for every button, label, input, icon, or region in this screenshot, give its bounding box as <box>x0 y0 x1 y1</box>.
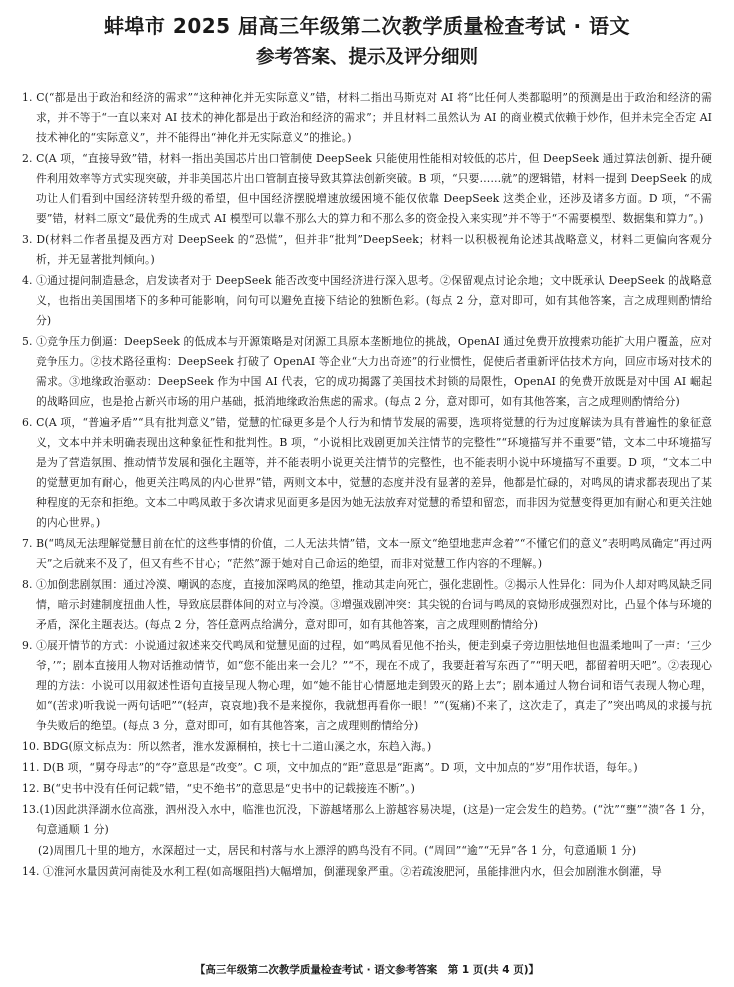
page-title: 蚌埠市 2025 届高三年级第二次教学质量检查考试 · 语文 <box>103 14 631 38</box>
answer-8: 8. ①加倒悲剧氛围：通过冷漠、嘲讽的态度，直接加深鸣凤的绝望，推动其走向死亡，强化悲剧性。②揭示人性异化：同为仆人却对鸣凤缺乏同情，暗示封建制度扭曲人性，导致底层群体间的对立与冷漠。③增强戏剧冲突：其尖锐的台词与鸣凤的哀恸形成强烈对比，凸显个体与环境的矛盾，深化主题表达。(每点 2 分，答任意两点给满分，意对即可，如有其他答案，言之成理则酌情给分) <box>22 578 712 631</box>
page-subtitle: 参考答案、提示及评分细则 <box>255 47 478 68</box>
answer-6: 6. C(A 项，“普遍矛盾”“具有批判意义”错，觉慧的忙碌更多是个人行为和情节发展的需要，选项将觉慧的行为过度解读为具有普遍性的象征意义，文本中并未明确表现出这种象征性和批判性。B 项，“小说相比戏剧更加关注情节的完整性”“环境描写并不重要”错，文本二中环境描写是为了营造氛围、推动情节发展和强化主题等，并不能表明小说更关注情节的完整性，也不能表明小说中环境描写不重要。D 项，“文本二中的觉慧更加有耐心，他更关注鸣凤的内心世界”错，两则文本中，觉慧的态度并没有显著的差异，他都是忙碌的，对鸣凤的请求都表现出了某种程度的无奈和拒绝。文本二中鸣凤敢于多次请求见面更多是因为她无法放弃对觉慧的希望和留恋，而非因为觉慧变得更加有耐心和更关注她的内心世界。) <box>22 416 712 529</box>
answer-5: 5. ①竞争压力倒逼：DeepSeek 的低成本与开源策略是对闭源工具原本垄断地位的挑战，OpenAI 通过免费开放搜索功能扩大用户覆盖，应对竞争压力。②技术路径重构：DeepSeek 打破了 OpenAI 等企业“大力出奇迹”的行业惯性，促使后者重新评估技术方向，回应市场对技术的需求。③地缘政治驱动：DeepSeek 作为中国 AI 代表，它的成功揭露了美国技术封锁的局限性，OpenAI 的免费开放既是对中国 AI 崛起的战略回应，也是抢占新兴市场的用户基础，抵消地缘政治焦虑的需求。(每点 2 分，意对即可，如有其他答案，言之成理则酌情给分) <box>22 335 712 408</box>
answer-13-label: 13. <box>22 803 40 816</box>
answer-12: 12. B(“史书中没有任何记载”错，“史不绝书”的意思是“史书中的记载接连不断”。) <box>22 782 415 795</box>
answer-13-part-1: (1)因此洪泽湖水位高涨，泗州没入水中，临淮也沉没，下游越堵那么上游越容易决堤，(这是)一定会发生的趋势。(“沈”“壅”“溃”各 1 分，句意通顺 1 分) <box>36 803 712 836</box>
answer-2: 2. C(A 项，“直接导致”错，材料一指出美国芯片出口管制使 DeepSeek 只能使用性能相对较低的芯片，但 DeepSeek 通过算法创新、提升硬件利用效率等方式实现突破，并非美国芯片出口管制直接导致其算法创新突破。B 项，“只要……就”的逻辑错，材料一提到 DeepSeek 的成功让人们看到中国经济转型升级的希望，但中国经济摆脱增速放缓困境不能仅依靠 DeepSeek 这类企业，还涉及诸多方面。D 项，“不需要”错，材料二原文“最优秀的生成式 AI 模型可以靠不那么大的算力和不那么多的资金投入来实现”并不等于“不需要模型、数据集和算力”。) <box>22 152 712 225</box>
answer-4: 4. ①通过提问制造悬念，启发读者对于 DeepSeek 能否改变中国经济进行深入思考。②保留观点讨论余地；文中既承认 DeepSeek 的战略意义，也指出美国围堵下的多种可能影响，问句可以避免直接下结论的独断色彩。(每点 2 分，意对即可，如有其他答案，言之成理则酌情给分) <box>22 274 712 327</box>
page-footer: 【高三年级第二次教学质量检查考试 · 语文参考答案 第 1 页(共 4 页)】 <box>194 964 540 976</box>
answer-10: 10. BDG(原文标点为：所以然者，淮水发源桐柏，挟七十二道山溪之水，东趋入海。) <box>22 740 432 753</box>
answer-11: 11. D(B 项，“舅夺母志”的“夺”意思是“改变”。C 项，文中加点的“距”意思是“距离”。D 项，文中加点的“岁”用作状语，每年。) <box>22 761 638 774</box>
answer-1: 1. C(“都是出于政治和经济的需求”“这种神化并无实际意义”错，材料二指出马斯克对 AI 将“比任何人类都聪明”的预测是出于政治和经济的需求，并不等于“一直以来对 AI 技术的神化都是出于政治和经济的需求”；并且材料二虽然认为 AI 的商业模式依赖于炒作，但并未完全否定 AI 技术神化的“实际意义”，并不能得出“神化并无实际意义”的推论。) <box>22 91 712 144</box>
answer-7: 7. B(“鸣凤无法理解觉慧目前在忙的这些事情的价值，二人无法共情”错，文本一原文“绝望地悲声念着”“不懂它们的意义”表明鸣凤确定“再过两天”之后就来不及了，但又有些不甘心；“茫然”源于她对自己命运的绝望，而非对觉慧工作内容的不理解。) <box>22 537 712 570</box>
answer-13-part-2: (2)周围几十里的地方，水深超过一丈，居民和村落与水上漂浮的鸥鸟没有不同。(“周回”“逾”“无异”各 1 分，句意通顺 1 分) <box>38 844 637 857</box>
answer-3: 3. D(材料二作者虽提及西方对 DeepSeek 的“恐慌”，但并非“批判”DeepSeek；材料一以积极视角论述其战略意义，材料二更偏向客观分析，并无显著批判倾向。) <box>22 233 712 266</box>
answer-13 <box>22 800 712 840</box>
answer-14: 14. ①淮河水量因黄河南徙及水利工程(如高堰阻挡)大幅增加，倒灌现象严重。②若疏浚肥河，虽能排泄内水，但会加剧淮水倒灌，导 <box>22 865 662 878</box>
answer-body <box>22 88 712 883</box>
answer-9: 9. ①展开情节的方式：小说通过叙述来交代鸣凤和觉慧见面的过程，如“鸣凤看见他不抬头，便走到桌子旁边胆怯地但也温柔地叫了一声：‘三少爷，’”；剧本直接用人物对话推动情节，如“您不能出来一会儿？”“不，现在不成了，我要赶着写东西了”“明天吧，都留着明天吧”。②表现心理的方法：小说可以用叙述性语句直接呈现人物心理，如“她不能甘心情愿地走到毁灭的路上去”；剧本通过人物台词和语气表现人物心理，如“(苦求)听我说一两句话吧”“(轻声，哀哀地)我不是来搅你，我就想再看你一眼！”“(冤痛)不来了，这次走了，真走了”突出鸣凤的求援与抗争失败后的绝望。(每点 3 分，意对即可，如有其他答案，言之成理则酌情给分) <box>22 639 712 732</box>
